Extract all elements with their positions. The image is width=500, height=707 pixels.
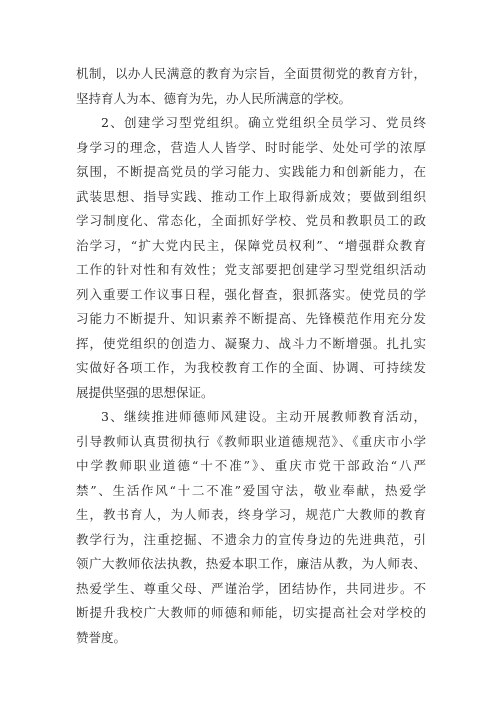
paragraph [76,62,426,111]
text-line: 生，教书育人，为人师表，终身学习，规范广大教师的教育 [76,507,426,522]
text-line: 工作的针对性和有效性；党支部要把创建学习型党组织活动 [76,262,426,277]
text-line: 身学习的理念，营造人人皆学、时时能学、处处可学的浓厚 [76,139,426,155]
text-line: 领广大教师依法执教，热爱本职工作，廉洁从教，为人师表、 [76,556,426,571]
paragraph [76,405,426,650]
text-line: 习能力不断提升、知识素养不断提高、先锋模范作用充分发 [76,311,426,326]
text-line: 坚持育人为本、德育为先，办人民所满意的学校。 [76,90,352,106]
text-line: 断提升我校广大教师的师德和师能，切实提高社会对学校的 [76,605,426,620]
document-page [76,62,426,650]
text-line: 氛围，不断提高党员的学习能力、实践能力和创新能力，在 [76,164,426,179]
text-line: 列入重要工作议事日程，强化督查，狠抓落实。使党员的学 [76,286,426,302]
text-line: 挥，使党组织的创造力、凝聚力、战斗力不断增强。扎扎实 [76,335,426,351]
text-line: 禁”、生活作风“十二不准”爱国守法，敬业奉献，热爱学 [76,482,426,498]
text-line: 中学教师职业道德“十不准”》、重庆市党干部政治“八严 [76,458,426,473]
text-line: 教学行为，注重挖掘、不遗余力的宣传身边的先进典范，引 [76,531,426,547]
text-line: 实做好各项工作，为我校教育工作的全面、协调、可持续发 [76,360,426,375]
text-line: 机制，以办人民满意的教育为宗旨，全面贯彻党的教育方针， [76,66,426,81]
paragraph [76,111,426,405]
text-line: 赞誉度。 [76,629,127,645]
text-line: 展提供坚强的思想保证。 [76,384,214,400]
text-line: 学习制度化、常态化，全面抓好学校、党员和教职员工的政 [76,213,426,228]
text-line: 3、继续推进师德师风建设。主动开展教师教育活动， [101,409,426,424]
text-line: 2、创建学习型党组织。确立党组织全员学习、党员终 [101,115,426,130]
text-line: 热爱学生、尊重父母、严谨治学，团结协作，共同进步。不 [76,580,426,596]
text-line: 引导教师认真贯彻执行《教师职业道德规范》、《重庆市小学 [76,433,426,449]
text-line: 治学习，“扩大党内民主，保障党员权利”、“增强群众教育 [76,237,426,253]
text-line: 武装思想、指导实践、推动工作上取得新成效；要做到组织 [76,188,426,204]
